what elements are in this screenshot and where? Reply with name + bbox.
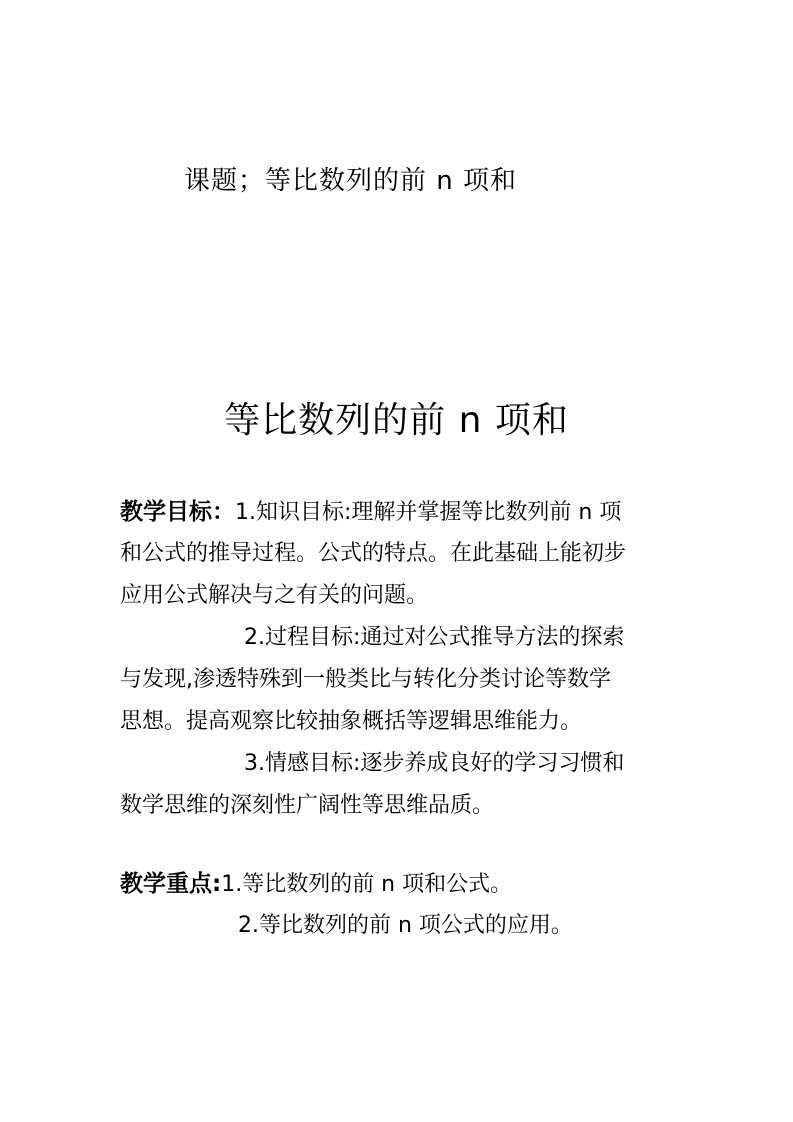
lesson-topic-title: 课题；等比数列的前 n 项和 bbox=[184, 166, 518, 196]
objective-line: 思想。提高观察比较抽象概括等逻辑思维能力。 bbox=[120, 709, 583, 734]
objective-line: 与发现,渗透特殊到一般类比与转化分类讨论等数学 bbox=[120, 667, 611, 692]
teaching-keypoints-label: 教学重点: bbox=[120, 871, 222, 897]
objective-line bbox=[120, 491, 680, 533]
objective-line: 应用公式解决与之有关的问题。 bbox=[120, 583, 429, 608]
teaching-objectives-section bbox=[120, 491, 680, 827]
teaching-objectives-label: 教学目标： bbox=[120, 499, 235, 525]
teaching-keypoints-section bbox=[120, 863, 680, 947]
keypoint-item-1: 1.等比数列的前 n 项和公式。 bbox=[221, 872, 513, 897]
objective-item-2: 2.过程目标:通过对公式推导方法的探索 bbox=[244, 625, 625, 650]
objective-line: 数学思维的深刻性广阔性等思维品质。 bbox=[120, 793, 495, 818]
keypoint-line bbox=[120, 863, 680, 905]
objective-item-3: 3.情感目标:逐步养成良好的学习习惯和 bbox=[244, 751, 625, 776]
objective-item-1: 1.知识目标:理解并掌握等比数列前 n 项 bbox=[235, 500, 622, 525]
keypoint-item-2: 2.等比数列的前 n 项公式的应用。 bbox=[238, 913, 573, 938]
objective-line: 和公式的推导过程。公式的特点。在此基础上能初步 bbox=[120, 541, 627, 566]
page-title: 等比数列的前 n 项和 bbox=[224, 400, 569, 441]
